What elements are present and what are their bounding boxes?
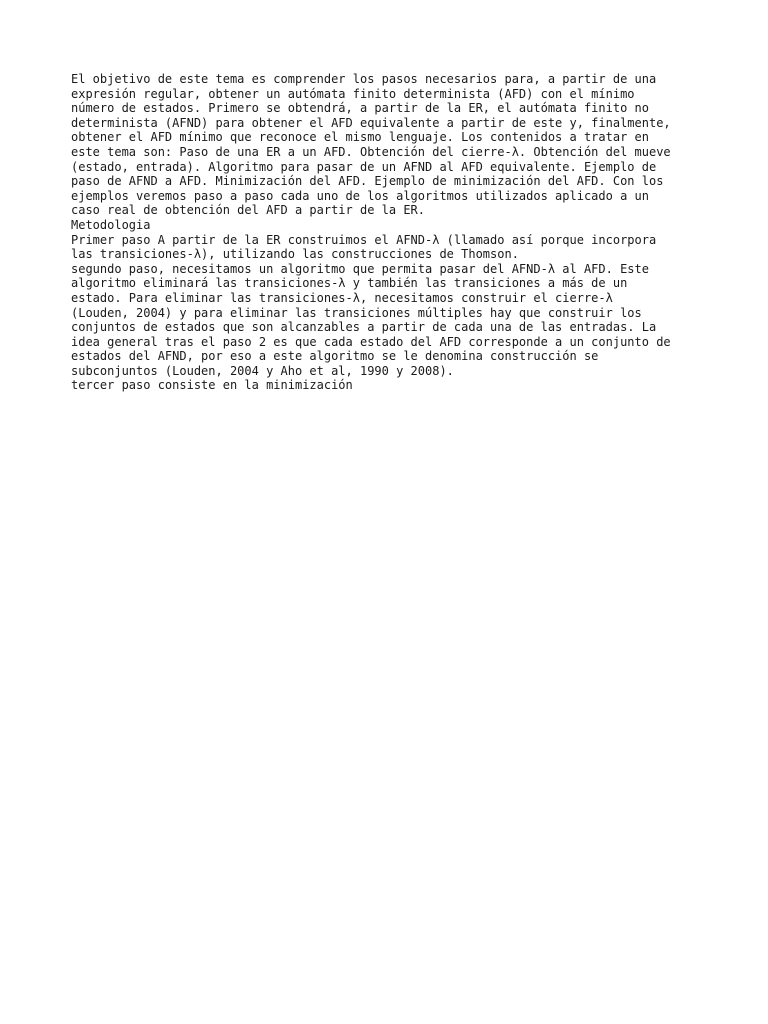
step-two-line-6: idea general tras el paso 2 es que cada estado del AFD corresponde a un conjunto de xyxy=(71,334,671,349)
document-body xyxy=(71,72,721,393)
intro-line-8: paso de AFND a AFD. Minimización del AFD. Ejemplo de minimización del AFD. Con los xyxy=(71,174,664,189)
intro-line-4: determinista (AFND) para obtener el AFD equivalente a partir de este y, finalmente, xyxy=(71,115,671,130)
step-three-line-1: tercer paso consiste en la minimización xyxy=(71,378,353,393)
intro-line-6: este tema son: Paso de una ER a un AFD. Obtención del cierre-λ. Obtención del mueve xyxy=(71,144,671,159)
step-two-line-7: estados del AFND, por eso a este algoritmo se le denomina construcción se xyxy=(71,349,599,364)
step-two-line-2: algoritmo eliminará las transiciones-λ y también las transiciones a más de un xyxy=(71,276,628,291)
step-one-line-1: Primer paso A partir de la ER construimos el AFND-λ (llamado así porque incorpora xyxy=(71,232,657,247)
intro-line-2: expresión regular, obtener un autómata finito determinista (AFD) con el mínimo xyxy=(71,86,635,101)
section-heading-metodologia: Metodologia xyxy=(71,217,151,232)
step-two-line-4: (Louden, 2004) y para eliminar las transiciones múltiples hay que construir los xyxy=(71,305,642,320)
step-two-line-8: subconjuntos (Louden, 2004 y Aho et al, 1990 y 2008). xyxy=(71,363,454,378)
intro-line-9: ejemplos veremos paso a paso cada uno de los algoritmos utilizados aplicado a un xyxy=(71,188,649,203)
intro-line-3: número de estados. Primero se obtendrá, a partir de la ER, el autómata finito no xyxy=(71,101,649,116)
intro-line-5: obtener el AFD mínimo que reconoce el mismo lenguaje. Los contenidos a tratar en xyxy=(71,130,649,145)
step-two-line-1: segundo paso, necesitamos un algoritmo que permita pasar del AFND-λ al AFD. Este xyxy=(71,261,649,276)
intro-line-7: (estado, entrada). Algoritmo para pasar de un AFND al AFD equivalente. Ejemplo de xyxy=(71,159,657,174)
step-two-line-3: estado. Para eliminar las transiciones-λ, necesitamos construir el cierre-λ xyxy=(71,290,613,305)
intro-line-1: El objetivo de este tema es comprender los pasos necesarios para, a partir de una xyxy=(71,72,657,86)
step-one-line-2: las transiciones-λ), utilizando las construcciones de Thomson. xyxy=(71,247,519,262)
step-two-line-5: conjuntos de estados que son alcanzables a partir de cada una de las entradas. La xyxy=(71,320,657,335)
intro-line-10: caso real de obtención del AFD a partir de la ER. xyxy=(71,203,426,218)
